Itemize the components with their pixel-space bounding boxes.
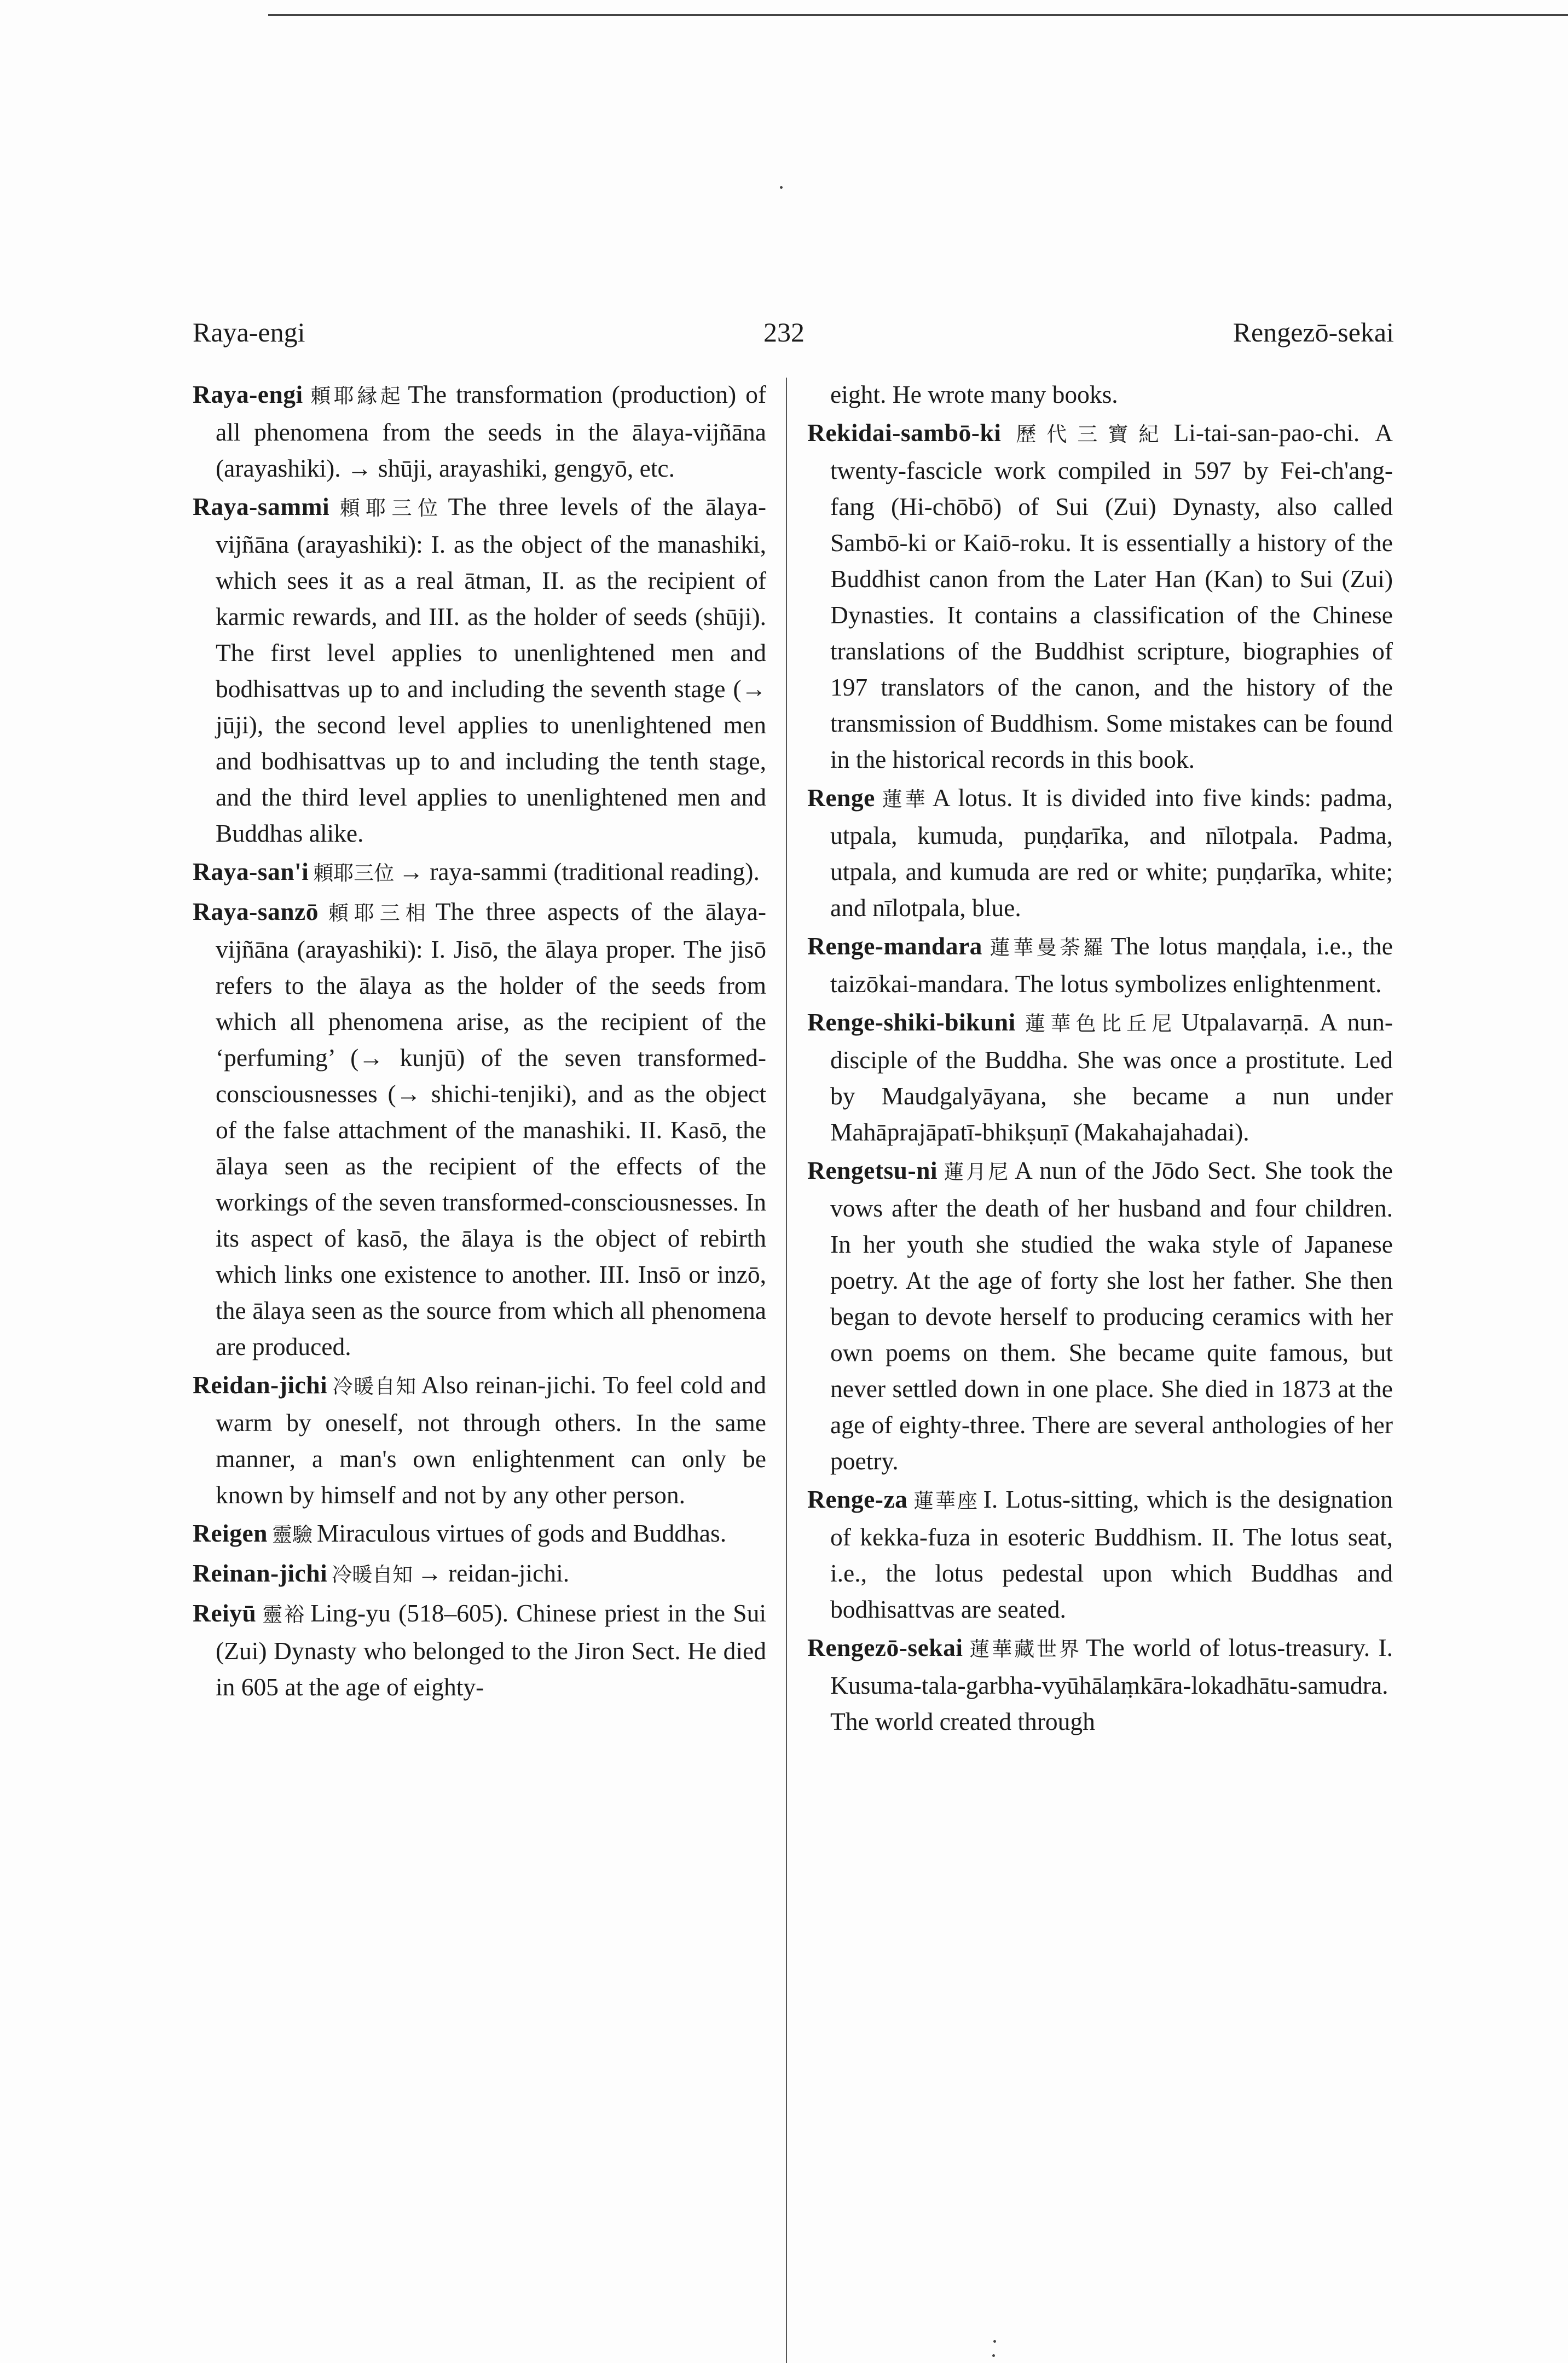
dictionary-entry	[193, 1367, 766, 1513]
dictionary-entry	[193, 489, 766, 852]
entry-headword: Rekidai-sambō-ki	[807, 419, 1002, 447]
entry-kanji: 蓮華色比丘尼	[1020, 1012, 1177, 1035]
entry-headword: Reiyū	[193, 1599, 257, 1627]
top-rule	[268, 14, 1568, 16]
entry-headword: Renge	[807, 784, 875, 812]
dictionary-entry	[807, 928, 1393, 1002]
entry-kanji: 蓮華藏世界	[967, 1637, 1081, 1661]
entry-definition: The world of lotus-treasury. I. Kusuma-tala-garbha-vyūhālaṃkāra-lokadhātu-samudra. The world created through	[830, 1634, 1393, 1735]
entry-headword: Raya-engi	[193, 380, 303, 408]
dictionary-entry	[807, 1152, 1393, 1479]
entry-headword: Raya-sammi	[193, 493, 330, 520]
entry-kanji: 頼耶縁起	[307, 384, 404, 408]
entry-kanji: 頼耶三位	[334, 496, 444, 520]
entry-kanji: 蓮華座	[912, 1489, 979, 1513]
entry-kanji: 靈驗	[271, 1523, 313, 1547]
dictionary-entry	[193, 1515, 766, 1553]
dictionary-entry	[807, 1004, 1393, 1150]
entry-definition: A nun of the Jōdo Sect. She took the vows after the death of her husband and four children. In her youth she studied the waka style of Japanese poetry. At the age of forty she lost her father. She then began to devote herself to producing ceramics with her own poems on them. She became quite famous, but never settled down in one place. She died in 1873 at the age of eighty-three. There are several anthologies of her poetry.	[830, 1156, 1393, 1475]
entry-kanji: 頼耶三相	[322, 901, 431, 925]
scan-speck	[992, 2354, 995, 2357]
dictionary-entry	[193, 1555, 766, 1593]
entry-definition: Li-tai-san-pao-chi. A twenty-fascicle work compiled in 597 by Fei-ch'ang-fang (Hi-chōbō) of Sui (Zui) Dynasty, also called Sambō-ki or Kaiō-roku. It is essentially a history of the Buddhist canon from the Later Han (Kan) to Sui (Zui) Dynasties. It contains a classification of the Chinese translations of the Buddhist scripture, biographies of 197 translators of the canon, and the history of the transmission of Buddhism. Some mistakes can be found in the historical records in this book.	[830, 419, 1393, 773]
continuation-text: eight. He wrote many books.	[830, 380, 1118, 408]
right-column	[807, 377, 1393, 1742]
entry-kanji: 頼耶三位	[313, 861, 395, 885]
dictionary-entry	[193, 894, 766, 1365]
column-divider	[786, 378, 787, 2363]
entry-headword: Renge-mandara	[807, 932, 982, 960]
entry-headword: Renge-shiki-bikuni	[807, 1008, 1016, 1036]
running-head-left: Raya-engi	[193, 317, 305, 348]
page-number: 232	[763, 317, 805, 348]
entry-kanji: 蓮華曼荼羅	[986, 936, 1107, 959]
entry-definition: → raya-sammi (traditional reading).	[398, 858, 760, 885]
entry-headword: Rengezō-sekai	[807, 1634, 963, 1661]
dictionary-entry	[193, 854, 766, 891]
entry-headword: Reidan-jichi	[193, 1371, 328, 1399]
entry-definition: I. Lotus-sitting, which is the designation of kekka-fuza in esoteric Buddhism. II. The lotus seat, i.e., the lotus pedestal upon which Buddhas and bodhisattvas are seated.	[830, 1485, 1393, 1623]
entry-definition: The three aspects of the ālaya-vijñāna (arayashiki): I. Jisō, the ālaya proper. The jisō refers to the ālaya as the holder of the seeds from which all phenomena arise, as the recipient of the ‘perfuming’ (→ kunjū) of the seven transformed-consciousnesses (→ shichi-tenjiki), and as the object of the false attachment of the manashiki. II. Kasō, the ālaya seen as the recipient of the effects of the workings of the seven transformed-consciousnesses. In its aspect of kasō, the ālaya is the object of rebirth which links one existence to another. III. Insō or inzō, the ālaya seen as the source from which all phenomena are produced.	[216, 897, 766, 1360]
entry-headword: Raya-sanzō	[193, 897, 319, 925]
running-head-right: Rengezō-sekai	[1233, 317, 1394, 348]
running-head	[0, 316, 1568, 360]
entry-headword: Renge-za	[807, 1485, 908, 1513]
dictionary-entry	[193, 1595, 766, 1705]
dictionary-entry	[807, 780, 1393, 926]
entry-headword: Reigen	[193, 1519, 268, 1547]
entry-definition: Utpalavarṇā. A nun-disciple of the Buddha. She was once a prostitute. Led by Maudgalyāyana, she became a nun under Mahāprajāpatī-bhikṣuṇī (Makahajahadai).	[830, 1008, 1393, 1146]
dictionary-entry	[193, 377, 766, 486]
dictionary-entry	[807, 415, 1393, 778]
entry-headword: Raya-san'i	[193, 858, 309, 885]
entry-definition: Miraculous virtues of gods and Buddhas.	[316, 1519, 727, 1547]
entry-kanji: 冷暖自知	[332, 1563, 413, 1586]
dictionary-entry	[807, 1630, 1393, 1740]
entry-definition: A lotus. It is divided into five kinds: padma, utpala, kumuda, puṇḍarīka, and nīlotpala. Padma, utpala, and kumuda are red or white; puṇḍarīka, white; and nīlotpala, blue.	[830, 784, 1393, 922]
entry-headword: Reinan-jichi	[193, 1559, 328, 1587]
entry-definition: The lotus maṇḍala, i.e., the taizōkai-mandara. The lotus symbolizes enlightenment.	[830, 932, 1393, 998]
entry-definition: The transformation (production) of all phenomena from the seeds in the ālaya-vijñāna (arayashiki). → shūji, arayashiki, gengyō, etc.	[216, 380, 766, 482]
entry-kanji: 歷代三寶紀	[1005, 422, 1170, 446]
entry-headword: Rengetsu-ni	[807, 1156, 938, 1184]
entry-kanji: 靈裕	[261, 1603, 306, 1626]
entry-kanji: 蓮月尼	[942, 1160, 1010, 1184]
entry-definition: The three levels of the ālaya-vijñāna (arayashiki): I. as the object of the manashiki, which sees it as a real ātman, II. as the recipient of karmic rewards, and III. as the holder of seeds (shūji). The first level applies to unenlightened men and bodhisattvas up to and including the seventh stage (→ jūji), the second level applies to unenlightened men and bodhisattvas up to and including the tenth stage, and the third level applies to unenlightened men and Buddhas alike.	[216, 493, 766, 847]
entry-kanji: 蓮華	[879, 787, 928, 811]
entry-definition: → reidan-jichi.	[417, 1559, 570, 1587]
entry-definition: Also reinan-jichi. To feel cold and warm by oneself, not through others. In the same manner, a man's own enlightenment can only be known by himself and not by any other person.	[216, 1371, 767, 1509]
scan-speck	[780, 186, 783, 189]
dictionary-entry	[807, 1481, 1393, 1628]
left-column	[193, 377, 766, 1707]
entry-kanji: 冷暖自知	[332, 1375, 417, 1398]
entry-definition: Ling-yu (518–605). Chinese priest in the Sui (Zui) Dynasty who belonged to the Jiron Sect. He died in 605 at the age of eighty-	[216, 1599, 766, 1701]
scan-speck	[993, 2340, 996, 2343]
